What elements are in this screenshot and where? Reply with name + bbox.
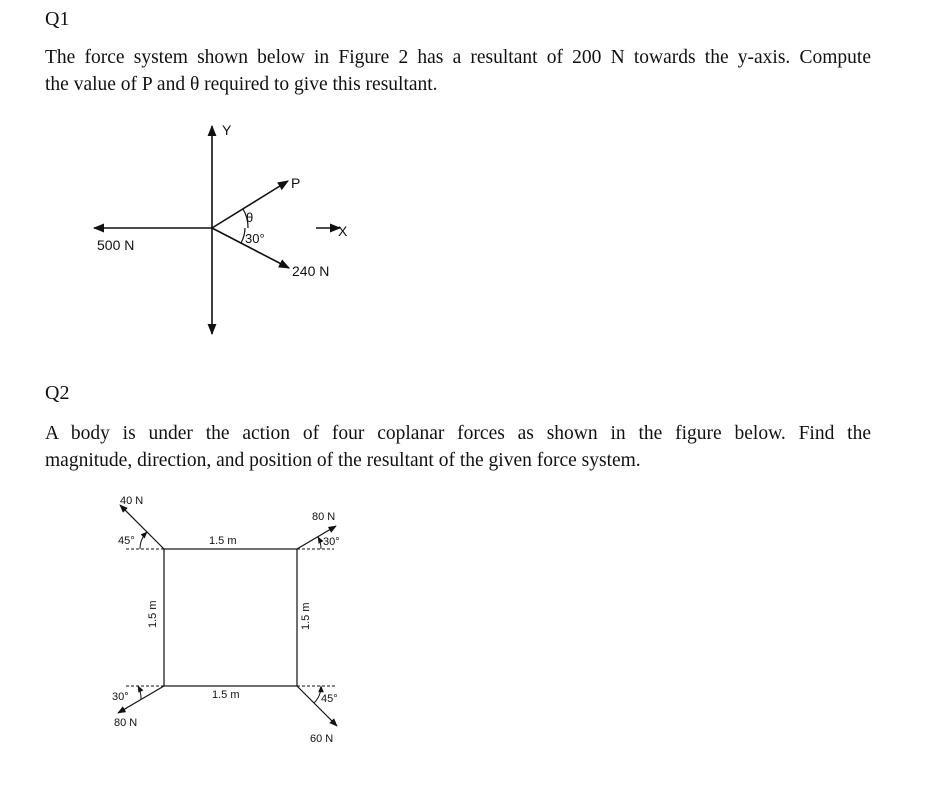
q2-label: Q2 — [45, 382, 70, 404]
bl-angle-arc — [138, 686, 141, 699]
tr-angle-arc — [318, 537, 321, 549]
force-p-label: P — [291, 175, 301, 191]
q1-line-2: the value of P and θ required to give this resultant. — [45, 74, 438, 95]
dim-right-label: 1.5 m — [300, 602, 312, 630]
q1-figure — [94, 122, 348, 334]
force-500n-label: 500 N — [97, 237, 135, 253]
br-angle-arc — [314, 686, 321, 703]
tl-angle-arc — [140, 532, 147, 549]
angle-30-label: 30° — [245, 231, 265, 246]
angle-tl-label: 45° — [118, 535, 135, 547]
force-60n-arrow — [297, 686, 337, 726]
q2-line-1: A body is under the action of four coplanar forces as shown in the figure below. Find the — [45, 423, 871, 444]
force-80n-bottom-label: 80 N — [114, 717, 138, 729]
theta-label: θ — [246, 210, 254, 225]
y-axis-label: Y — [222, 122, 232, 138]
dim-top-label: 1.5 m — [209, 535, 237, 547]
x-axis-label: X — [338, 223, 348, 239]
angle-bl-label: 30° — [112, 691, 129, 703]
q2-line-2: magnitude, direction, and position of the resultant of the given force system. — [45, 450, 641, 471]
force-240n-label: 240 N — [292, 263, 330, 279]
force-40n-label: 40 N — [120, 495, 144, 507]
q2-figure — [112, 495, 340, 745]
force-60n-label: 60 N — [310, 733, 334, 745]
square-body — [164, 549, 297, 686]
dim-bottom-label: 1.5 m — [212, 689, 240, 701]
force-80n-top-label: 80 N — [312, 511, 336, 523]
q1-line-1: The force system shown below in Figure 2 has a resultant of 200 N towards the y-axis. Compute — [45, 47, 871, 68]
angle-br-label: 45° — [321, 693, 338, 705]
dim-left-label: 1.5 m — [147, 600, 159, 628]
angle-tr-label: 30° — [323, 536, 340, 548]
q1-label: Q1 — [45, 8, 70, 30]
